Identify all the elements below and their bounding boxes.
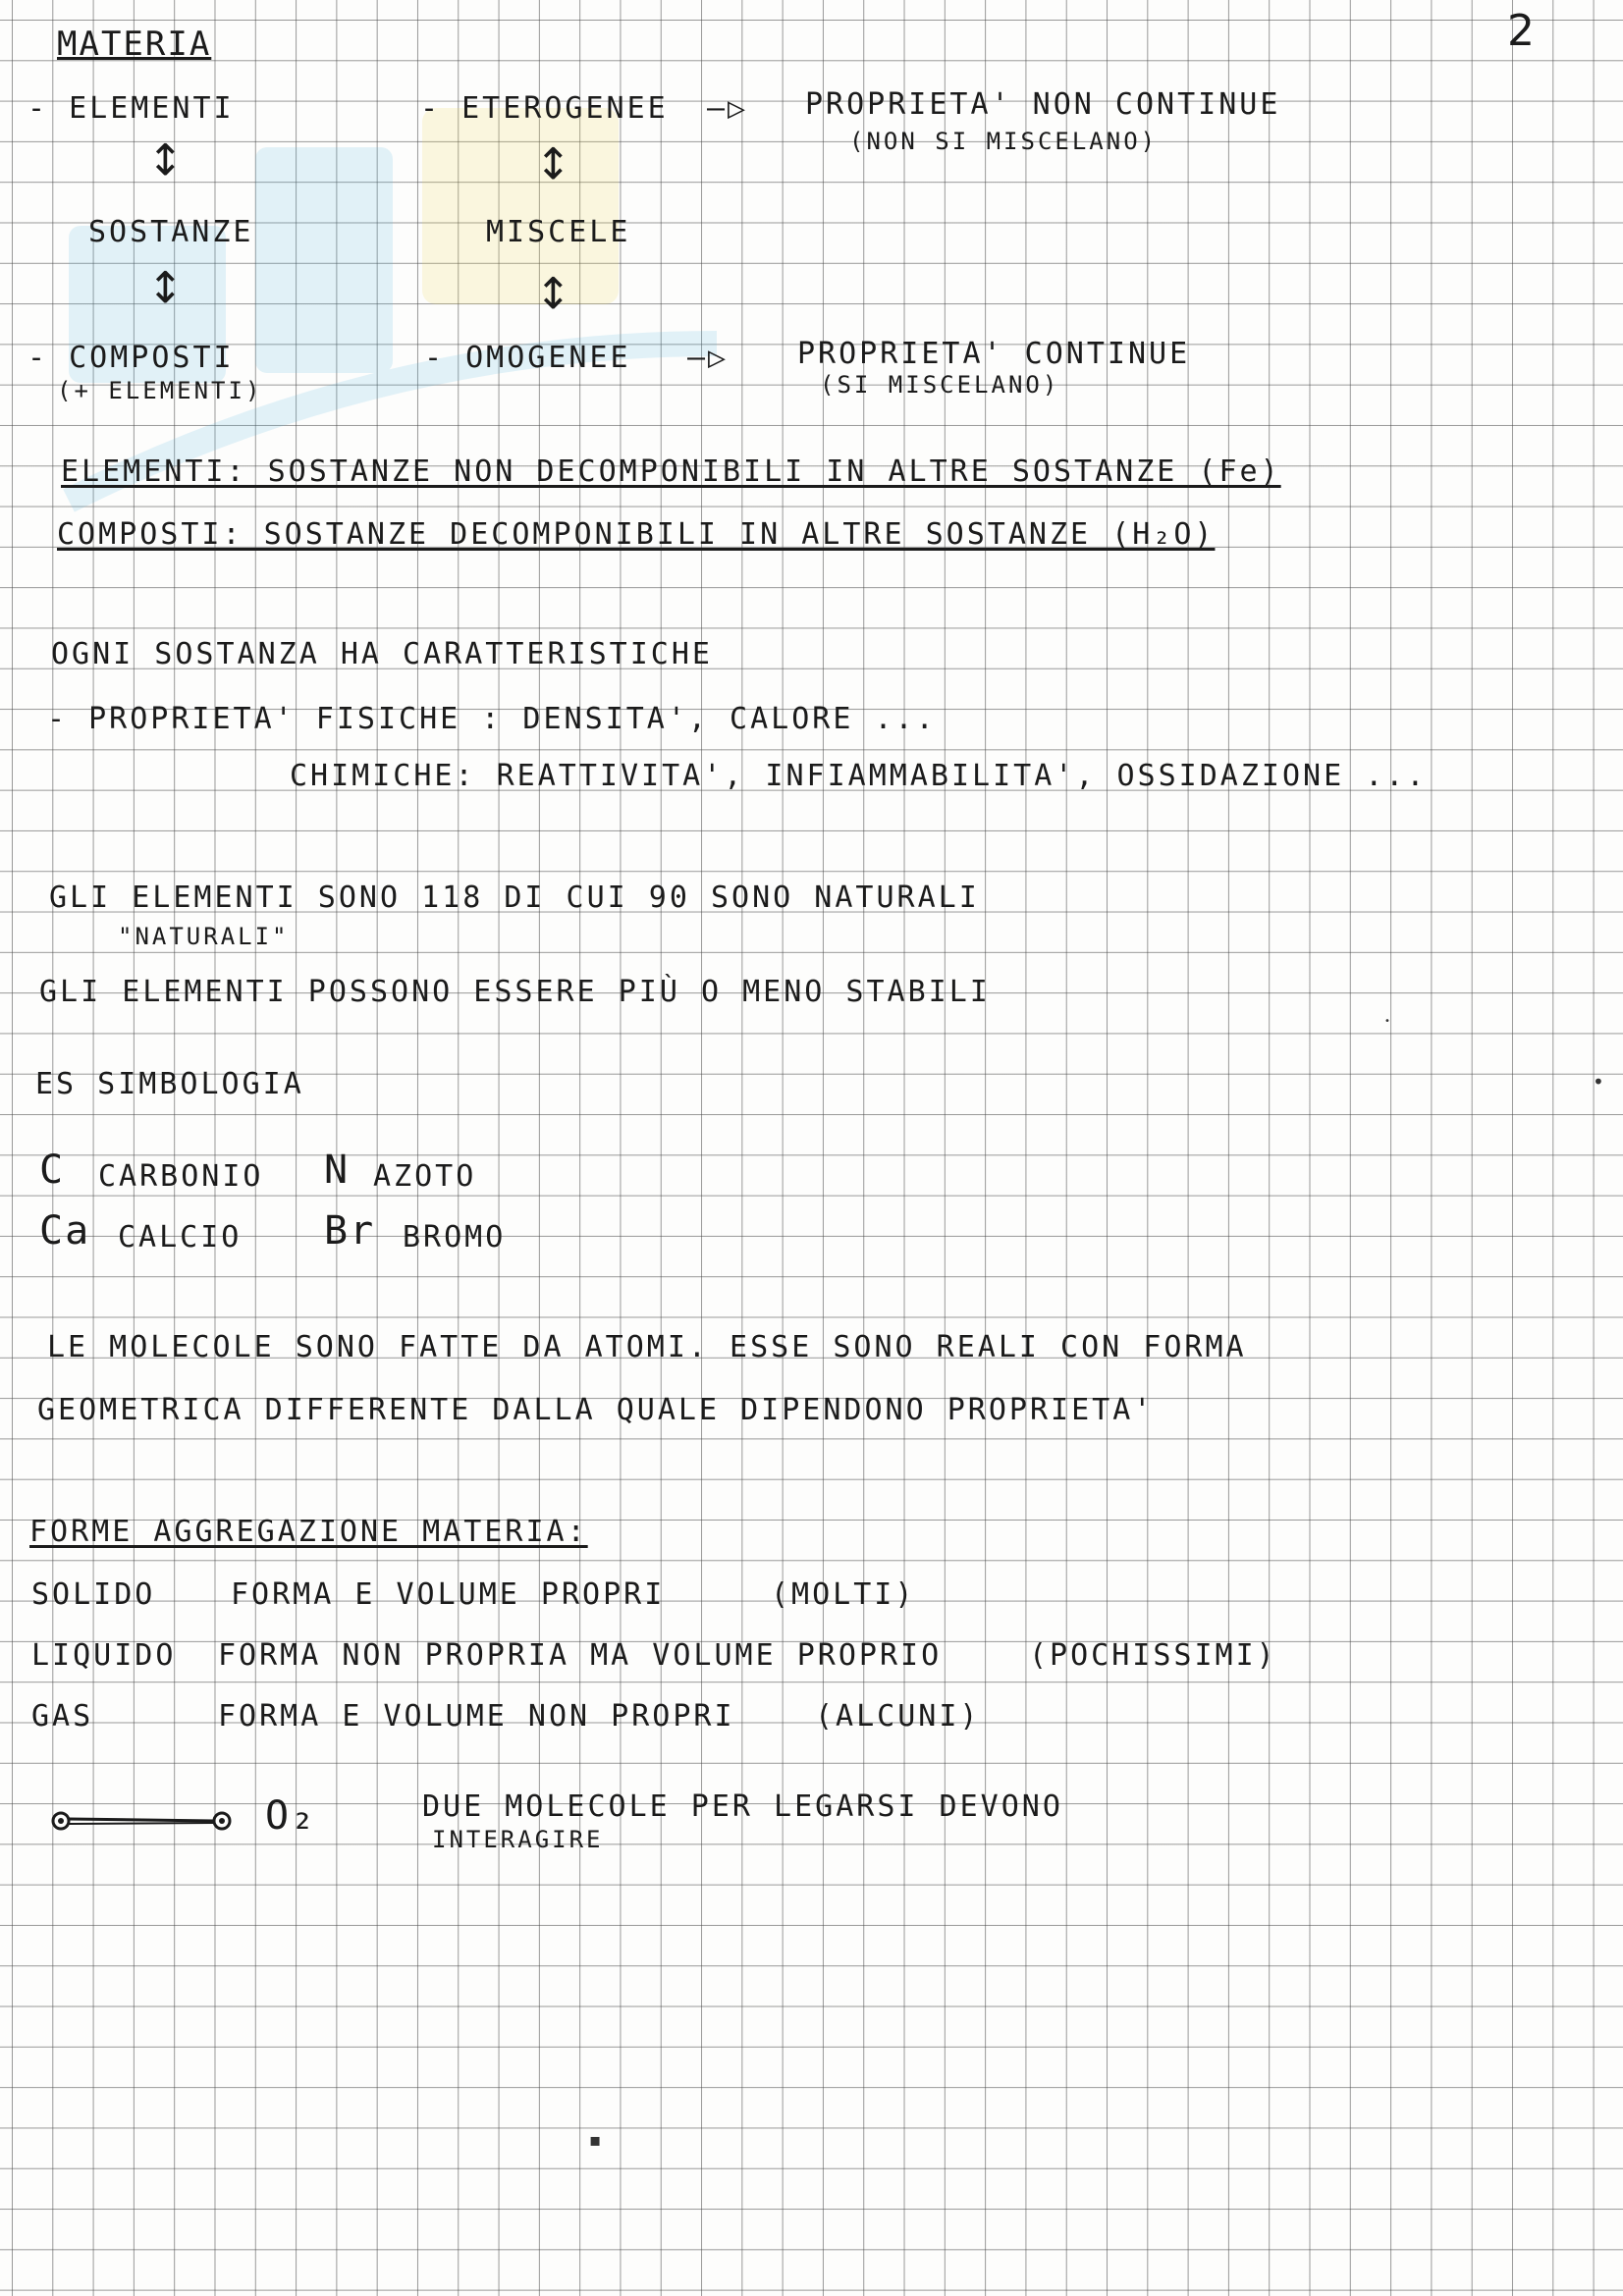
updown-arrow-icon: ↕ (535, 269, 571, 319)
stray-mark: ▪ (589, 2130, 602, 2151)
stray-dot-mark: • (1593, 1070, 1604, 1094)
o2-text-cont: INTERAGIRE (432, 1826, 604, 1853)
aggregation-note-liquido: (POCHISSIMI) (1029, 1638, 1277, 1673)
properties-heading: OGNI SOSTANZA HA CARATTERISTICHE (51, 637, 713, 671)
properties-physical: - PROPRIETA' FISICHE : DENSITA', CALORE ... (47, 702, 937, 736)
aggregation-state-liquido: LIQUIDO (31, 1638, 177, 1673)
name-carbon: CARBONIO (98, 1159, 264, 1194)
stray-dot-mark: • (1384, 1016, 1390, 1027)
properties-chemical: CHIMICHE: REATTIVITA', INFIAMMABILITA', OSSIDAZIONE ... (290, 759, 1428, 793)
elements-count: GLI ELEMENTI SONO 118 DI CUI 90 SONO NATURALI (49, 881, 980, 915)
symbol-bromine: Br (324, 1208, 376, 1254)
aggregation-desc-gas: FORMA E VOLUME NON PROPRI (218, 1699, 735, 1734)
scheme-eterogenee: - ETEROGENEE (420, 91, 669, 126)
scheme-proprieta-non-continue: PROPRIETA' NON CONTINUE (805, 87, 1281, 122)
scheme-non-si-miscelano: (NON SI MISCELANO) (849, 128, 1159, 155)
scheme-composti: - COMPOSTI (27, 341, 235, 375)
updown-arrow-icon: ↕ (147, 263, 184, 313)
scheme-si-miscelano: (SI MISCELANO) (820, 371, 1060, 399)
page-number: 2 (1507, 6, 1535, 56)
aggregation-note-solido: (MOLTI) (771, 1577, 916, 1612)
definition-elementi: ELEMENTI: SOSTANZE NON DECOMPONIBILI IN ALTRE SOSTANZE (Fe) (61, 454, 1281, 489)
page-title: MATERIA (57, 25, 212, 64)
symbol-nitrogen: N (324, 1148, 351, 1193)
scheme-miscele: MISCELE (486, 215, 631, 249)
symbol-calcium: Ca (39, 1208, 91, 1254)
updown-arrow-icon: ↕ (535, 139, 571, 189)
scheme-elementi: - ELEMENTI (27, 91, 235, 126)
aggregation-heading: FORME AGGREGAZIONE MATERIA: (29, 1515, 588, 1549)
elements-count-note: "NATURALI" (118, 923, 290, 950)
name-bromine: BROMO (403, 1220, 507, 1255)
aggregation-state-solido: SOLIDO (31, 1577, 156, 1612)
updown-arrow-icon: ↕ (147, 135, 184, 186)
arrow-right-icon: —▷ (707, 91, 749, 126)
scheme-omogenee: - OMOGENEE (424, 341, 631, 375)
o2-molecule-icon (39, 1801, 236, 1841)
symbology-heading: ES SIMBOLOGIA (35, 1067, 304, 1101)
definition-composti: COMPOSTI: SOSTANZE DECOMPONIBILI IN ALTRE SOSTANZE (H₂O) (57, 517, 1216, 552)
elements-stability: GLI ELEMENTI POSSONO ESSERE PIÙ O MENO STABILI (39, 975, 991, 1009)
aggregation-note-gas: (ALCUNI) (815, 1699, 981, 1734)
symbol-carbon: C (39, 1148, 66, 1193)
scheme-proprieta-continue: PROPRIETA' CONTINUE (797, 337, 1191, 371)
arrow-right-icon: —▷ (687, 341, 730, 375)
o2-text: DUE MOLECOLE PER LEGARSI DEVONO (422, 1789, 1063, 1824)
scheme-composti-note: (+ ELEMENTI) (57, 377, 263, 404)
name-calcium: CALCIO (118, 1220, 243, 1255)
aggregation-state-gas: GAS (31, 1699, 94, 1734)
molecules-line2: GEOMETRICA DIFFERENTE DALLA QUALE DIPENDONO PROPRIETA' (37, 1393, 1155, 1427)
aggregation-desc-solido: FORMA E VOLUME PROPRI (231, 1577, 666, 1612)
aggregation-desc-liquido: FORMA NON PROPRIA MA VOLUME PROPRIO (218, 1638, 943, 1673)
molecules-line1: LE MOLECOLE SONO FATTE DA ATOMI. ESSE SONO REALI CON FORMA (47, 1330, 1247, 1364)
o2-formula: O₂ (265, 1793, 317, 1839)
scheme-sostanze: SOSTANZE (88, 215, 254, 249)
name-nitrogen: AZOTO (373, 1159, 477, 1194)
